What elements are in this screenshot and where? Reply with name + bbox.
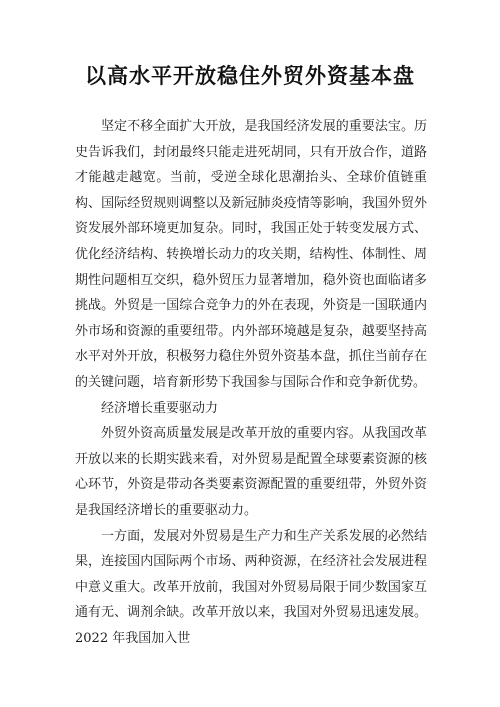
body-paragraph: 外贸外资高质量发展是改革开放的重要内容。从我国改革开放以来的长期实践来看，对外贸易是配置全球要素资源的核心环节，外资是带动各类要素资源配置的重要纽带，外贸外资是我国经济增长的重要驱动力。 [75,426,427,518]
document-body [75,114,427,651]
body-paragraph: 一方面，发展对外贸易是生产力和生产关系发展的必然结果，连接国内国际两个市场、两种资源，在经济社会发展进程中意义重大。改革开放前，我国对外贸易局限于同少数国家互通有无、调剂余缺。改革开放以来，我国对外贸易迅速发展。2022 年我国加入世 [75,528,427,646]
document-title: 以高水平开放稳住外贸外资基本盘 [85,64,415,88]
body-paragraph: 坚定不移全面扩大开放，是我国经济发展的重要法宝。历史告诉我们，封闭最终只能走进死胡同，只有开放合作，道路才能越走越宽。当前，受逆全球化思潮抬头、全球价值链重构、国际经贸规则调整以及新冠肺炎疫情等影响，我国外贸外资发展外部环境更加复杂。同时，我国正处于转变发展方式、优化经济结构、转换增长动力的攻关期，结构性、体制性、周期性问题相互交织，稳外贸压力显著增加，稳外资也面临诸多挑战。外贸是一国综合竞争力的外在表现，外资是一国联通内外市场和资源的重要纽带。内外部环境越是复杂，越要坚持高水平对外开放，积极努力稳住外贸外资基本盘，抓住当前存在的关键问题，培育新形势下我国参与国际合作和竞争新优势。 [75,119,427,390]
section-subheading: 经济增长重要驱动力 [101,400,219,416]
